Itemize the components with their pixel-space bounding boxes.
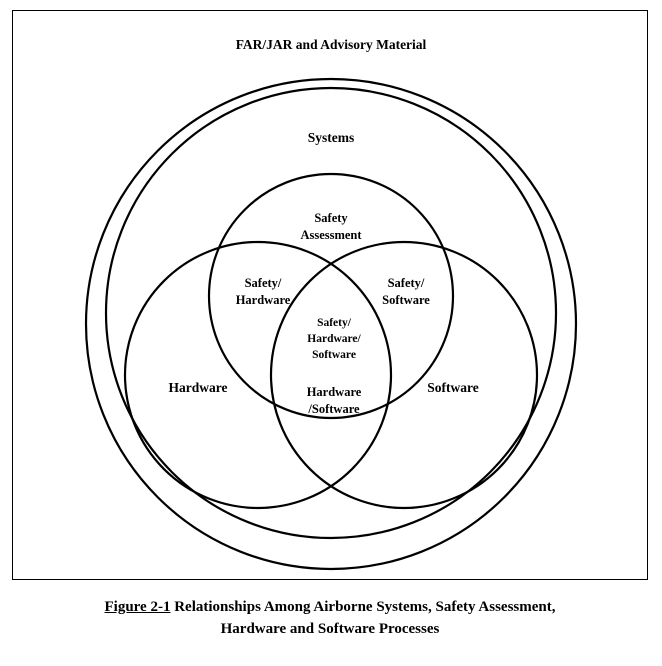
- label-safety-hardware-line2: Hardware: [235, 293, 291, 307]
- label-safety-software-line1: Safety/: [387, 276, 425, 290]
- label-far-jar: FAR/JAR and Advisory Material: [235, 37, 427, 52]
- label-hardware: Hardware: [168, 380, 228, 395]
- label-center-line1: Safety/: [317, 317, 351, 329]
- label-safety-assessment-line2: Assessment: [300, 228, 362, 242]
- label-systems: Systems: [307, 130, 355, 145]
- caption-line2: Hardware and Software Processes: [220, 621, 440, 637]
- label-software: Software: [427, 380, 479, 395]
- label-safety-hardware-line1: Safety/: [244, 276, 282, 290]
- label-center-line3: Software: [312, 349, 356, 361]
- label-safety-assessment-line1: Safety: [314, 211, 348, 225]
- figure-container: [12, 10, 648, 580]
- figure-caption: [12, 596, 648, 640]
- label-hardware-software-line1: Hardware: [306, 385, 362, 399]
- systems-circle: [106, 88, 556, 538]
- label-hardware-software-line2: /Software: [308, 402, 360, 416]
- label-center-line2: Hardware/: [307, 333, 361, 345]
- venn-diagram: [13, 11, 649, 581]
- figure-number: Figure 2-1: [104, 599, 171, 615]
- caption-line1: Relationships Among Airborne Systems, Safety Assessment,: [174, 599, 556, 615]
- label-safety-software-line2: Software: [382, 293, 430, 307]
